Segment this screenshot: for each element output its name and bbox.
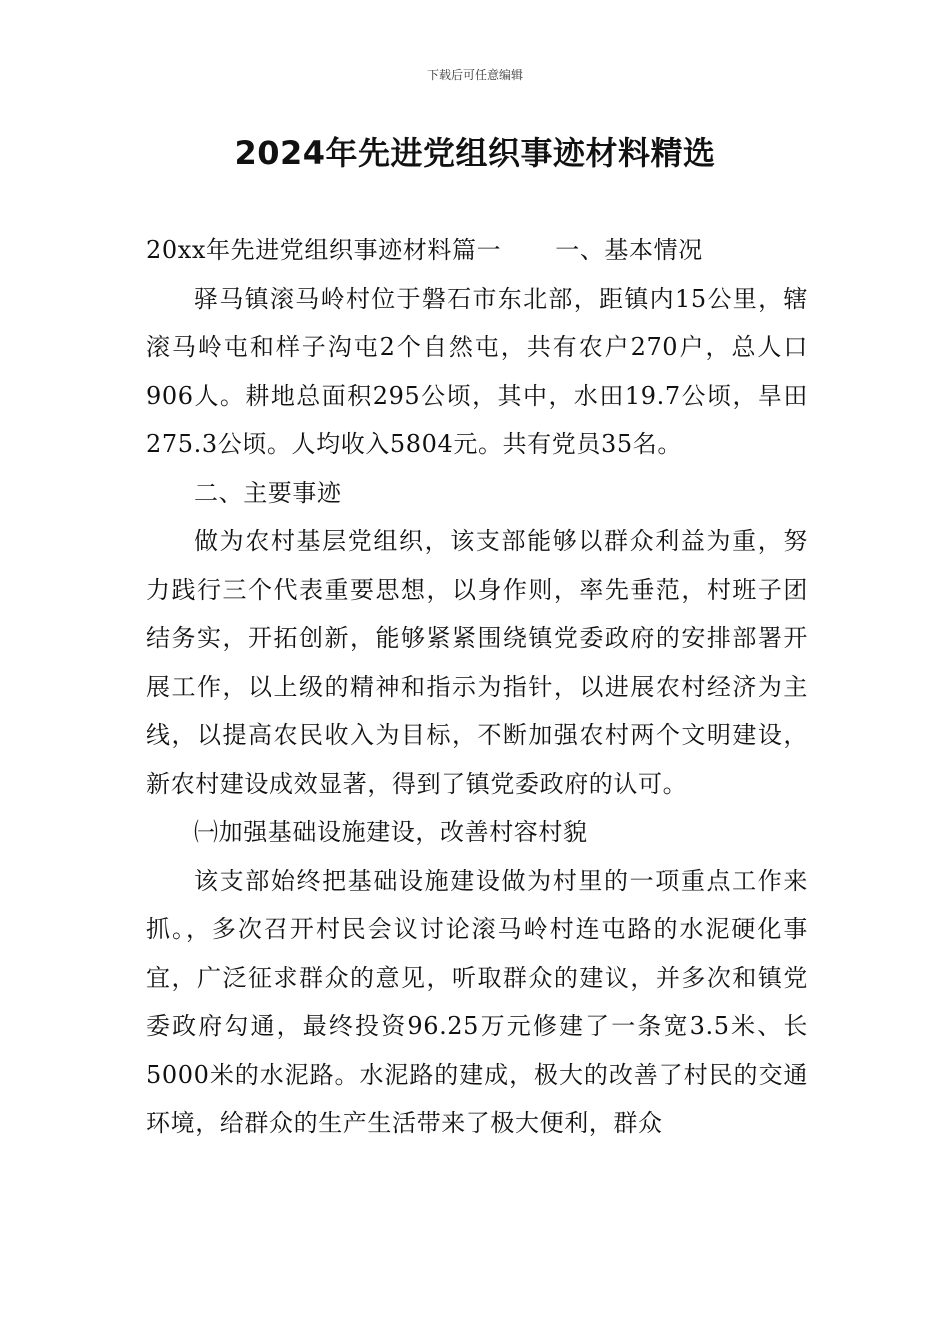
header-note: 下载后可任意编辑 (426, 68, 523, 82)
article-heading: 20xx年先进党组织事迹材料篇一 (146, 236, 502, 264)
paragraph-infrastructure: 该支部始终把基础设施建设做为村里的一项重点工作来抓。，多次召开村民会议讨论滚马岭村连屯路的水泥硬化事宜，广泛征求群众的意见，听取群众的建议，并多次和镇党委政府勾通，最终投资96.25万元修建了一条宽3.5米、长5000米的水泥路。水泥路的建成，极大的改善了村民的交通环境，给群众的生产生活带来了极大便利，群众 (146, 866, 808, 1137)
document-body (146, 226, 808, 1148)
section-heading (146, 226, 808, 275)
paragraph-main-deeds: 做为农村基层党组织，该支部能够以群众利益为重，努力践行三个代表重要思想，以身作则，率先垂范，村班子团结务实，开拓创新，能够紧紧围绕镇党委政府的安排部署开展工作，以上级的精神和指示为指针，以进展农村经济为主线，以提高农民收入为目标，不断加强农村两个文明建设，新农村建设成效显著，得到了镇党委政府的认可。 (146, 527, 808, 798)
paragraph-basic-info: 驿马镇滚马岭村位于磐石市东北部，距镇内15公里，辖滚马岭屯和样子沟屯2个自然屯，共有农户270户，总人口906人。耕地总面积295公顷，其中，水田19.7公顷，旱田275.3公顷。人均收入5804元。共有党员35名。 (146, 284, 808, 458)
section-heading-basic-info: 一、基本情况 (555, 236, 703, 264)
document-title: 2024年先进党组织事迹材料精选 (234, 134, 716, 172)
section-heading-main-deeds: 二、主要事迹 (194, 478, 342, 507)
subsection-heading-infrastructure: ㈠加强基础设施建设，改善村容村貌 (194, 818, 588, 846)
